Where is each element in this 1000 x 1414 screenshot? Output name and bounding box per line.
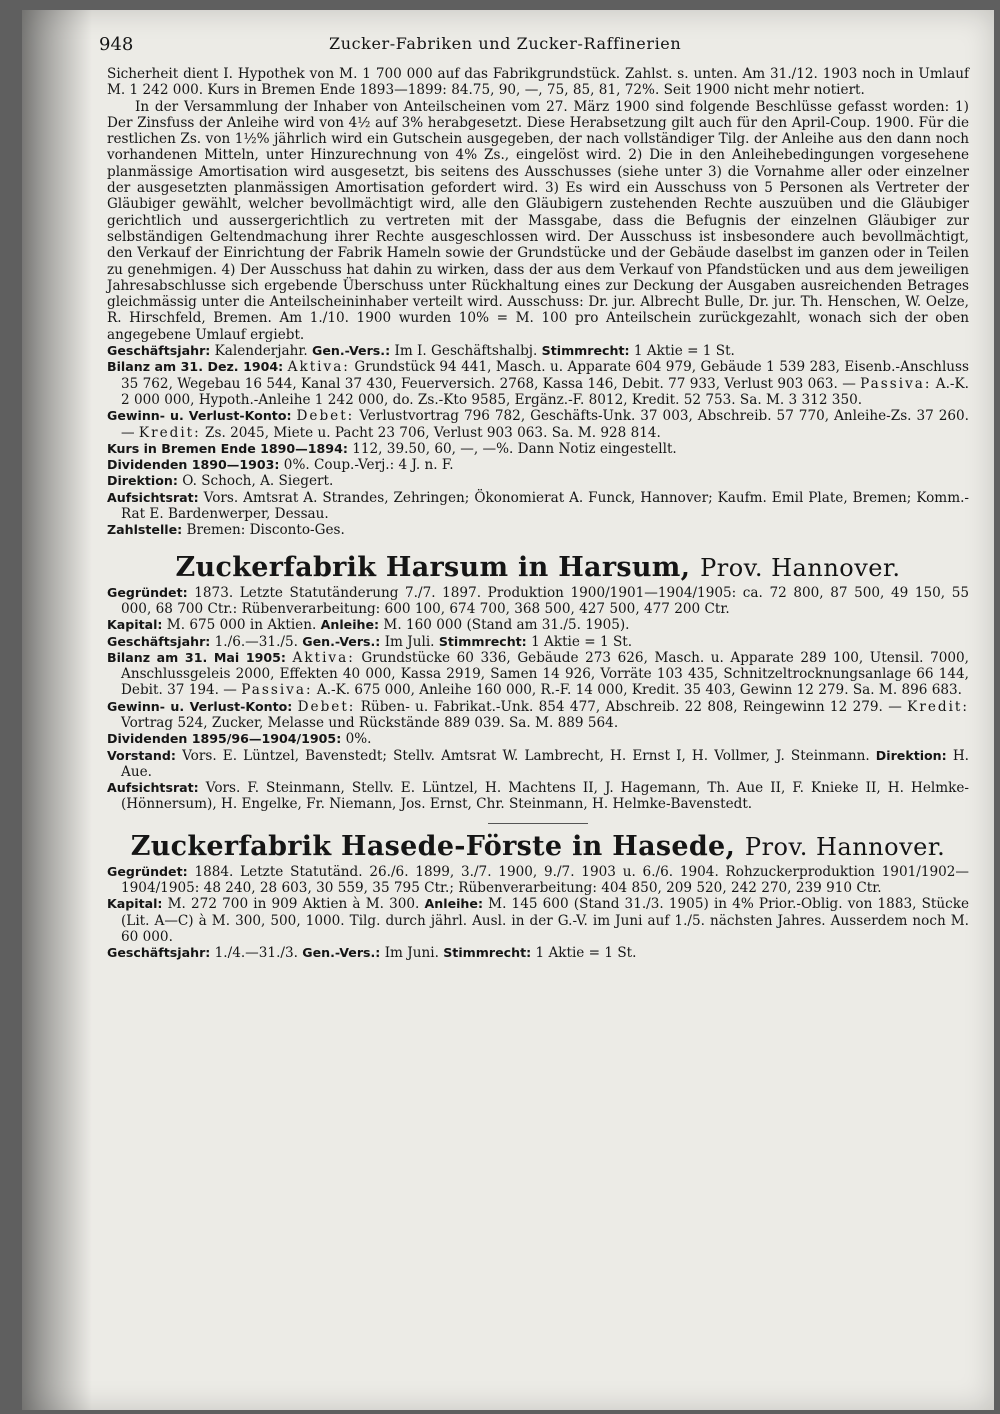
geschaeftsjahr-line-harsum bbox=[107, 634, 969, 650]
debet-text: Verlustvortrag 796 782, Geschäfts-Unk. 37 003, Abschreib. 57 770, Anleihe-Zs. 37 260. — bbox=[121, 408, 970, 441]
stimmrecht-value: 1 Aktie = 1 St. bbox=[633, 343, 735, 360]
aktiva-label: Aktiva: bbox=[287, 359, 350, 376]
geschaeftsjahr-value: 1./6.—31./5. bbox=[214, 633, 298, 650]
company-heading-harsum bbox=[107, 551, 969, 585]
kurs-line bbox=[107, 441, 969, 457]
kapital-label: Kapital: bbox=[107, 617, 163, 633]
dividenden-line bbox=[107, 457, 969, 473]
guv-label: Gewinn- u. Verlust-Konto: bbox=[107, 408, 292, 424]
running-title: Zucker-Fabriken und Zucker-Raffinerien bbox=[329, 34, 682, 53]
kapital-value: M. 675 000 in Aktien. bbox=[166, 617, 317, 634]
debet-label: Debet: bbox=[297, 698, 356, 715]
kapital-value: M. 272 700 in 909 Aktien à M. 300. bbox=[167, 896, 420, 913]
bilanz-label: Bilanz am 31. Mai 1905: bbox=[107, 649, 286, 665]
gen-vers-value: Im Juni. bbox=[384, 945, 439, 962]
guv-label: Gewinn- u. Verlust-Konto: bbox=[107, 698, 293, 714]
page-body bbox=[107, 66, 969, 962]
page-number: 948 bbox=[99, 34, 134, 55]
kapital-line-hasede bbox=[107, 896, 969, 945]
bilanz-line-harsum bbox=[107, 650, 969, 699]
kapital-line-harsum bbox=[107, 617, 969, 633]
direktion-label: Direktion: bbox=[875, 747, 947, 763]
zahlstelle-value: Bremen: Disconto-Ges. bbox=[186, 522, 345, 539]
passiva-label: Passiva: bbox=[241, 682, 313, 699]
gegruendet-value: 1884. Letzte Statutänd. 26./6. 1899, 3./7. 1900, 9./7. 1903 u. 6./6. 1904. Rohzuckerproduktion 1901/1902—1904/1905: 48 240, 28 603, 30 559, 35 795 Ctr.; Rübenverarbeitung: 404 850, 209 520, 242 270, 239 910 Ctr. bbox=[121, 863, 970, 897]
gegruendet-value: 1873. Letzte Statutänderung 7./7. 1897. Produktion 1900/1901—1904/1905: ca. 72 800, 87 500, 49 150, 55 000, 68 700 Ctr.: Rübenverarbeitung: 600 100, 674 700, 368 500, 427 500, 477 200 Ctr. bbox=[121, 584, 969, 617]
anleihe-paragraph: Sicherheit dient I. Hypothek von M. 1 700 000 auf das Fabrikgrundstück. Zahlst. s. unten. Am 31./12. 1903 noch in Umlauf M. 1 242 000. Kurs in Bremen Ende 1893—1899: 84.75, 90, —, 75, 85, 81, 72%. Seit 1900 nicht mehr notiert. bbox=[107, 66, 969, 99]
kredit-text: Zs. 2045, Miete u. Pacht 23 706, Verlust 903 063. Sa. M. 928 814. bbox=[205, 424, 661, 441]
anleihe-value: M. 145 600 (Stand 31./3. 1905) in 4% Prior.-Oblig. von 1883, Stücke (Lit. A—C) à M. 300, 500, 1000. Tilg. durch jährl. Ausl. in der G.-V. im Juni auf 1./5. nächsten Jahres. Ausserdem noch M. 60 000. bbox=[121, 896, 970, 945]
anleihe-value: M. 160 000 (Stand am 31./5. 1905). bbox=[383, 617, 630, 634]
bilanz-line bbox=[107, 359, 969, 408]
zahlstelle-line bbox=[107, 522, 969, 538]
gegruendet-label: Gegründet: bbox=[107, 863, 188, 879]
gegruendet-label: Gegründet: bbox=[107, 584, 188, 600]
stimmrecht-label: Stimmrecht: bbox=[443, 945, 532, 961]
gen-vers-label: Gen.-Vers.: bbox=[302, 945, 381, 961]
aufsichtsrat-label: Aufsichtsrat: bbox=[107, 489, 199, 505]
gen-vers-label: Gen.-Vers.: bbox=[302, 633, 381, 649]
kapital-label: Kapital: bbox=[107, 896, 163, 912]
kredit-label: Kredit: bbox=[138, 424, 201, 441]
direktion-value: O. Schoch, A. Siegert. bbox=[182, 473, 334, 490]
geschaeftsjahr-label: Geschäftsjahr: bbox=[107, 343, 211, 359]
gen-vers-label: Gen.-Vers.: bbox=[312, 343, 391, 359]
geschaeftsjahr-line-hasede bbox=[107, 945, 969, 961]
passiva-text: A.-K. 2 000 000, Hypoth.-Anleihe 1 242 000, do. Zs.-Kto 9585, Ergänz.-F. 8012, Kredit. 52 753. Sa. M. 3 312 350. bbox=[121, 375, 969, 408]
anleihe-label: Anleihe: bbox=[424, 896, 483, 912]
guv-line-harsum bbox=[107, 699, 969, 732]
geschaeftsjahr-value: Kalenderjahr. bbox=[214, 343, 308, 360]
geschaeftsjahr-value: 1./4.—31./3. bbox=[214, 945, 298, 962]
stimmrecht-label: Stimmrecht: bbox=[541, 343, 630, 359]
page-header bbox=[99, 34, 979, 60]
gegruendet-line-hasede bbox=[107, 864, 969, 897]
vorstand-label: Vorstand: bbox=[107, 747, 176, 763]
direktion-line bbox=[107, 473, 969, 489]
aufsichtsrat-label: Aufsichtsrat: bbox=[107, 780, 199, 796]
company-name-harsum: Zuckerfabrik Harsum in Harsum, bbox=[175, 551, 691, 583]
province-harsum: Prov. Hannover. bbox=[700, 553, 901, 582]
debet-label: Debet: bbox=[296, 408, 355, 425]
aufsichtsrat-value: Vors. F. Steinmann, Stellv. E. Lüntzel, H. Machtens II, J. Hagemann, Th. Aue II, F. Knieke II, H. Helmke-(Hönnersum), H. Engelke, Fr. Niemann, Jos. Ernst, Chr. Steinmann, H. Helmke-Bavenstedt. bbox=[121, 780, 969, 813]
document-page bbox=[22, 10, 994, 1410]
aufsichtsrat-value: Vors. Amtsrat A. Strandes, Zehringen; Ökonomierat A. Funck, Hannover; Kaufm. Emil Plate, Bremen; Komm.-Rat E. Bardenwerper, Dessau. bbox=[121, 489, 969, 523]
zahlstelle-label: Zahlstelle: bbox=[107, 522, 183, 538]
vorstand-value: Vors. E. Lüntzel, Bavenstedt; Stellv. Amtsrat W. Lambrecht, H. Ernst I, H. Vollmer, J. Steinmann. bbox=[182, 747, 870, 764]
passiva-text: A.-K. 675 000, Anleihe 160 000, R.-F. 14 000, Kredit. 35 403, Gewinn 12 279. Sa. M. 896 683. bbox=[316, 682, 962, 699]
dividenden-value: 0%. bbox=[345, 731, 372, 748]
anleihe-label: Anleihe: bbox=[320, 617, 380, 633]
gegruendet-line-harsum bbox=[107, 585, 969, 618]
kredit-label: Kredit: bbox=[907, 698, 969, 715]
passiva-label: Passiva: bbox=[860, 375, 932, 392]
dividenden-value: 0%. Coup.-Verj.: 4 J. n. F. bbox=[283, 457, 454, 474]
direktion-value: H. Aue. bbox=[121, 747, 970, 780]
aktiva-text: Grundstück 94 441, Masch. u. Apparate 604 979, Gebäude 1 539 283, Eisenb.-Anschluss 35 762, Wegebau 16 544, Kanal 37 430, Feuerversich. 2768, Kassa 146, Debit. 77 933, Verlust 903 063. — bbox=[121, 359, 969, 392]
kurs-label: Kurs in Bremen Ende 1890—1894: bbox=[107, 440, 348, 456]
geschaeftsjahr-line bbox=[107, 343, 969, 359]
stimmrecht-value: 1 Aktie = 1 St. bbox=[535, 945, 637, 962]
section-divider bbox=[488, 823, 588, 824]
company-heading-hasede bbox=[107, 830, 969, 864]
stimmrecht-value: 1 Aktie = 1 St. bbox=[531, 633, 633, 650]
guv-line bbox=[107, 408, 969, 441]
direktion-label: Direktion: bbox=[107, 473, 178, 489]
versammlung-paragraph: In der Versammlung der Inhaber von Anteilscheinen vom 27. März 1900 sind folgende Beschlüsse gefasst worden: 1) Der Zinsfuss der Anleihe wird von 4½ auf 3% herabgesetzt. Diese Herabsetzung gilt auch für den April-Coup. 1900. Für die restlichen Zs. von 1½% jährlich wird ein Gutschein ausgegeben, der nach vollständiger Tilg. der Anleihe aus den dann noch vorhandenen Mitteln, unter Hinzurechnung von 4% Zs., eingelöst wird. 2) Die in den Anleihebedingungen vorgesehene planmässige Amortisation wird ausgesetzt, bis seitens des Ausschusses (siehe unter 3) die Vornahme aller oder einzelner der ausgesetzten planmässigen Amortisation gefordert wird. 3) Es wird ein Ausschuss von 5 Personen als Vertreter der Gläubiger gewählt, welcher bevollmächtigt wird, alle den Gläubigern zustehenden Rechte auszuüben und die Gläubiger gerichtlich und aussergerichtlich zu vertreten mit der Massgabe, dass die Befugnis der einzelnen Gläubiger zur selbständigen Geltendmachung ihrer Rechte ausgeschlossen wird. Der Ausschuss ist insbesondere auch bevollmächtigt, den Verkauf der Einrichtung der Fabrik Hameln sowie der Grundstücke und der Gebäude daselbst im ganzen oder in Teilen zu genehmigen. 4) Der Ausschuss hat dahin zu wirken, dass der aus dem Verkauf von Pfandstücken und aus dem jeweiligen Jahresabschlusse sich ergebende Überschuss unter Rückhaltung eines zur Deckung der Ausgaben ausreichenden Betrages gleichmässig unter die Anteilscheininhaber verteilt wird. Ausschuss: Dr. jur. Albrecht Bulle, Dr. jur. Th. Henschen, W. Oelze, R. Hirschfeld, Bremen. Am 1./10. 1900 wurden 10% = M. 100 pro Anteilschein zurückgezahlt, wonach sich der oben angegebene Umlauf ergiebt. bbox=[107, 98, 969, 343]
debet-text: Rüben- u. Fabrikat.-Unk. 854 477, Abschreib. 22 808, Reingewinn 12 279. — bbox=[360, 698, 902, 715]
aufsichtsrat-line bbox=[107, 490, 969, 523]
company-name-hasede: Zuckerfabrik Hasede-Förste in Hasede, bbox=[130, 830, 736, 862]
aufsichtsrat-line-harsum bbox=[107, 780, 969, 813]
dividenden-label: Dividenden 1895/96—1904/1905: bbox=[107, 731, 342, 747]
dividenden-label: Dividenden 1890—1903: bbox=[107, 457, 280, 473]
stimmrecht-label: Stimmrecht: bbox=[438, 633, 527, 649]
gen-vers-value: Im I. Geschäftshalbj. bbox=[394, 343, 538, 360]
province-hasede: Prov. Hannover. bbox=[744, 832, 946, 861]
dividenden-line-harsum bbox=[107, 731, 969, 747]
kurs-value: 112, 39.50, 60, —, —%. Dann Notiz eingestellt. bbox=[352, 440, 677, 457]
gen-vers-value: Im Juli. bbox=[384, 633, 435, 650]
aktiva-label: Aktiva: bbox=[292, 649, 355, 666]
geschaeftsjahr-label: Geschäftsjahr: bbox=[107, 945, 211, 961]
bilanz-label: Bilanz am 31. Dez. 1904: bbox=[107, 359, 284, 375]
kredit-text: Vortrag 524, Zucker, Melasse und Rückstände 889 039. Sa. M. 889 564. bbox=[121, 714, 619, 731]
geschaeftsjahr-label: Geschäftsjahr: bbox=[107, 633, 211, 649]
aktiva-text: Grundstücke 60 336, Gebäude 273 626, Masch. u. Apparate 289 100, Utensil. 7000, Anschlussgeleis 2000, Effekten 40 000, Kassa 2919, Samen 14 926, Vorräte 103 435, Schnitzeltrocknungsanlage 66 144, Debit. 37 194. — bbox=[121, 649, 969, 699]
vorstand-line-harsum bbox=[107, 748, 969, 781]
